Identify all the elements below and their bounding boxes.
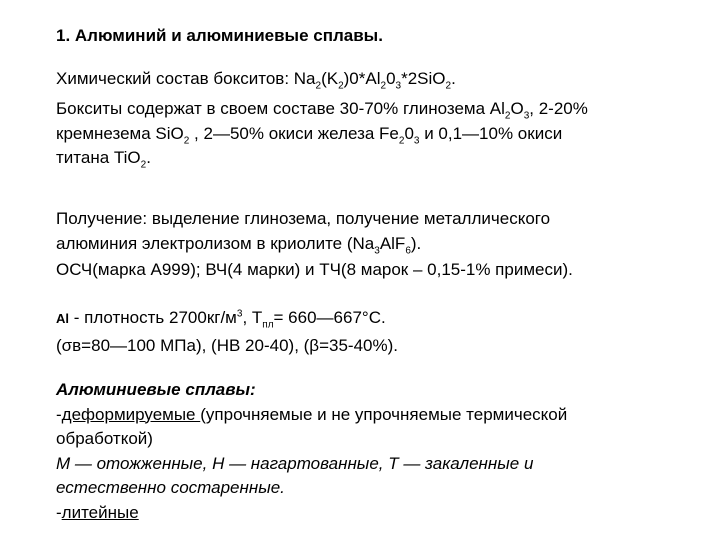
strength-line: (σв=80—100 МПа), (НВ 20-40), (β=35-40%).	[56, 336, 398, 355]
cast-alloys-label: литейные	[61, 502, 139, 522]
bauxite-line-3: титана TiO$_2$.	[56, 148, 151, 171]
alloys-heading: Алюминиевые сплавы:	[56, 380, 256, 399]
wrought-link: деформируемые	[61, 404, 201, 424]
bauxite-line-2: кремнезема SiO$_2$ , 2—50% окиси железа $Fe_20_3$ и 0,1—10% окиси	[56, 123, 563, 146]
temper-states-line-1: М — отожженные, Н — нагартованные, Т — закаленные и	[56, 453, 534, 473]
wrought-note-continuation: обработкой)	[56, 429, 153, 448]
grades-line: ОСЧ(марка А999); ВЧ(4 марки) и ТЧ(8 марок – 0,15-1% примеси).	[56, 260, 573, 279]
production-line-2: алюминия электролизом в криолите $(Na_3AlF_6)$.	[56, 233, 422, 256]
aluminium-density: Al - плотность $2700кг/м^3$, $Т_{пл}=$ 660—667°С.	[56, 308, 386, 331]
bauxite-content-paragraph	[56, 97, 720, 171]
bauxite-line-1: Бокситы содержат в своем составе 30-70% глинозема $Al_2O_3$, 2-20%	[56, 99, 588, 122]
cast-alloys-line: -литейные	[56, 502, 139, 522]
production-paragraph	[56, 207, 720, 256]
bauxite-composition: Химический состав бокситов: $Na_2(K_2)0*Al_20_3*2SiO_2$.	[56, 69, 456, 92]
temper-states-line-2: естественно состаренные.	[56, 478, 285, 497]
production-line-1: Получение: выделение глинозема, получение металлического	[56, 209, 551, 228]
alloys-section	[56, 378, 720, 525]
wrought-alloys-line: -деформируемые (упрочняемые и не упрочняемые термической	[56, 404, 568, 424]
page-title: 1. Алюминий и алюминиевые сплавы.	[56, 26, 383, 45]
